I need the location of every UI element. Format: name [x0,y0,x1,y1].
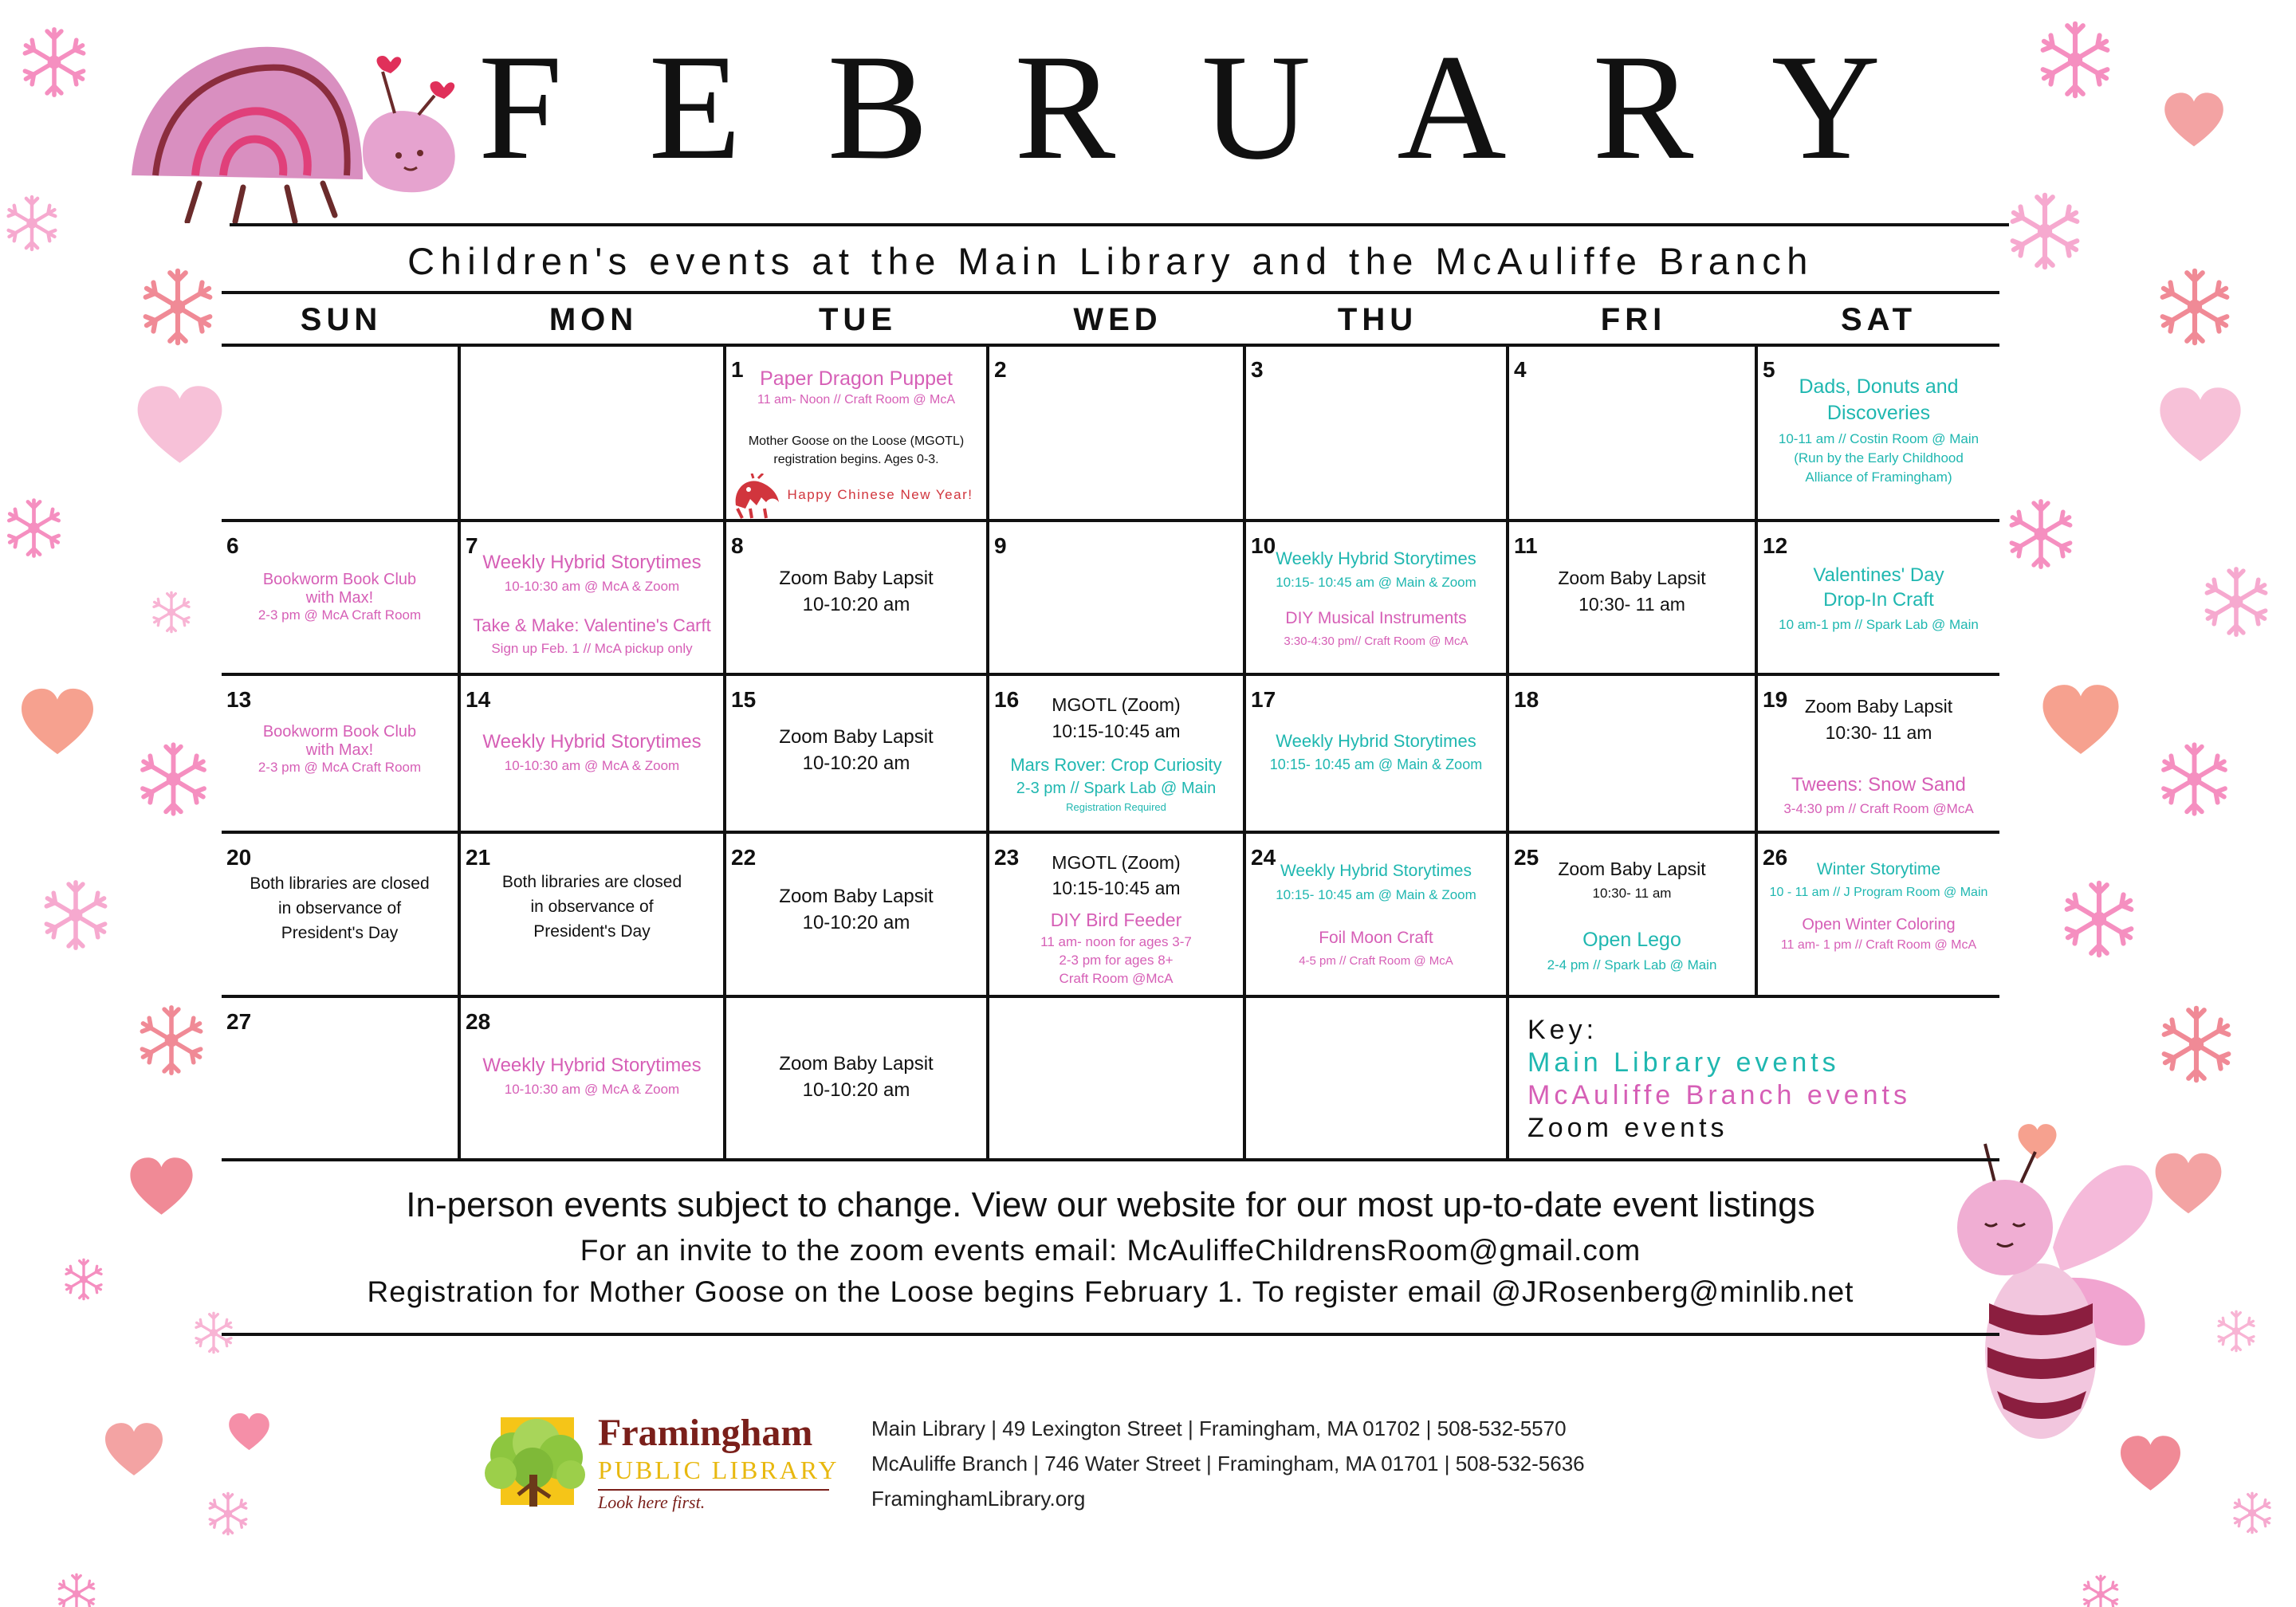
event-title: Dads, Donuts and [1799,375,1959,398]
event-title: Weekly Hybrid Storytimes [482,552,702,573]
day-cell [461,522,723,673]
event-time: 10-10:20 am [802,594,910,615]
weekday-header: MON [548,302,639,337]
event-time: 3:30-4:30 pm// Craft Room @ McA [1284,635,1468,648]
event-time: 10-10:30 am @ McA & Zoom [504,579,680,594]
event-note: Mother Goose on the Loose (MGOTL) [748,434,965,448]
day-number: 6 [226,533,239,558]
heart-icon [2037,682,2125,757]
event-title: Zoom Baby Lapsit [1804,696,1953,717]
event-title: Bookworm Book Club [262,723,417,741]
day-number: 27 [226,1009,252,1034]
snowflake-icon [52,1570,101,1607]
day-number: 3 [1251,357,1264,382]
snowflake-icon [2152,1000,2240,1088]
event-time: 10:15- 10:45 am @ Main & Zoom [1276,575,1476,590]
heart-icon [134,375,226,474]
event-note: President's Day [281,924,399,942]
day-number: 23 [994,845,1020,870]
event-title: Zoom Baby Lapsit [779,886,934,907]
day-cell [222,834,458,995]
key-mcauliffe: McAuliffe Branch events [1527,1080,1911,1110]
day-number: 28 [466,1009,491,1034]
snowflake-icon [60,1255,108,1303]
event-title: DIY Bird Feeder [1050,910,1182,930]
ladybug-illustration [124,32,498,223]
logo-name: Framingham [598,1412,813,1454]
event-note: Registration Required [1066,801,1166,813]
event-time: 10:15- 10:45 am @ Main & Zoom [1269,756,1483,772]
day-cell [1246,676,1506,831]
day-number: 12 [1763,533,1788,558]
event-title: Bookworm Book Club [262,571,417,588]
snowflake-icon [2031,16,2119,104]
day-number: 8 [731,533,744,558]
event-title: Open Winter Coloring [1802,916,1956,933]
event-note: President's Day [533,922,651,941]
event-title: with Max! [305,589,374,607]
day-number: 1 [731,357,744,382]
zoom-invite-text: For an invite to the zoom events email: McAuliffeChildrensRoom@gmail.com [580,1234,1641,1267]
event-time: Alliance of Framingham) [1805,470,1952,485]
registration-text: Registration for Mother Goose on the Loose begins February 1. To register email @JRosenberg@minlib.net [367,1275,1854,1308]
day-number: 19 [1763,687,1788,712]
month-title: FEBRUARY [478,24,1968,191]
event-time: 3-4:30 pm // Craft Room @McA [1783,801,1974,816]
library-logo [477,1411,851,1515]
snowflake-icon [2151,263,2239,351]
event-title: Paper Dragon Puppet [760,367,953,390]
event-note: in observance of [530,898,654,916]
day-cell [1509,676,1755,831]
tree-icon [477,1419,596,1508]
event-title: with Max! [305,741,374,759]
day-number: 5 [1763,357,1775,382]
main-library-address: Main Library | 49 Lexington Street | Framingham, MA 01702 | 508-532-5570 [871,1416,1567,1440]
day-cell [726,676,986,831]
day-number: 24 [1251,845,1276,870]
event-time: 11 am- Noon // Craft Room @ McA [757,393,955,407]
weekday-header: FRI [1600,302,1667,337]
event-time: 10 am-1 pm // Spark Lab @ Main [1779,617,1979,632]
day-cell [222,676,458,831]
day-cell [726,522,986,673]
day-number: 13 [226,687,252,712]
weekday-header: SAT [1840,302,1917,337]
snowflake-icon [0,191,64,255]
heart-icon [128,1154,195,1218]
day-number: 25 [1514,845,1539,870]
day-number: 9 [994,533,1007,558]
snowflake-icon [2228,1489,2276,1537]
snowflake-icon [147,588,195,636]
day-cell [461,676,723,831]
snowflake-icon [203,1489,253,1538]
snowflake-icon [0,494,68,562]
event-note: Happy Chinese New Year! [787,487,973,502]
website-link[interactable]: FraminghamLibrary.org [871,1487,1086,1511]
heart-icon [2152,1149,2224,1217]
day-number: 11 [1514,533,1538,558]
event-title: Foil Moon Craft [1319,929,1433,947]
day-cell [989,522,1243,673]
event-title: Take & Make: Valentine's Carft [473,615,711,635]
snowflake-icon [2077,1572,2125,1607]
day-cell [1246,522,1506,673]
weekday-header: THU [1337,302,1418,337]
snowflake-icon [2001,494,2081,574]
snowflake-icon [36,875,116,955]
notice-text: In-person events subject to change. View our website for our most up-to-date event listings [406,1185,1815,1224]
event-time: 2-3 pm @ McA Craft Room [258,607,422,623]
event-time: 10 - 11 am // J Program Room @ Main [1769,886,1988,899]
logo-subtitle: PUBLIC LIBRARY [598,1456,839,1484]
heart-icon [227,1407,271,1456]
event-time: 11 am- 1 pm // Craft Room @ McA [1780,938,1977,952]
day-number: 15 [731,687,757,712]
day-cell [1758,346,1999,519]
day-cell [1758,834,1999,995]
day-number: 2 [994,357,1007,382]
day-cell [989,676,1243,831]
event-note: Both libraries are closed [501,873,682,891]
event-time: 10-10:20 am [802,1079,910,1101]
heart-icon [102,1420,166,1478]
event-time: 10-11 am // Costin Room @ Main [1778,431,1980,446]
event-title: Zoom Baby Lapsit [1558,859,1706,879]
snowflake-icon [2152,737,2236,821]
day-number: 4 [1514,357,1527,382]
day-number: 14 [466,687,491,712]
day-cell [1758,522,1999,673]
event-time: 10-10:20 am [802,752,910,774]
day-cell [1509,834,1755,995]
day-cell [461,998,723,1158]
event-time: 4-5 pm // Craft Room @ McA [1299,954,1453,968]
day-cell [726,346,986,519]
event-time: 10:30- 11 am [1825,722,1932,743]
event-title: Tweens: Snow Sand [1791,774,1966,796]
mcauliffe-address: McAuliffe Branch | 746 Water Street | Framingham, MA 01701 | 508-532-5636 [871,1452,1585,1475]
snowflake-icon [2212,1307,2260,1355]
event-title: Drop-In Craft [1823,589,1934,611]
key-label: Key: [1527,1015,1598,1045]
weekday-header: SUN [300,302,383,337]
event-time: 10-10:30 am @ McA & Zoom [504,1082,680,1097]
snowflake-icon [2055,875,2143,963]
day-cell [1509,346,1755,519]
weekday-header: WED [1073,302,1162,337]
heart-icon [2162,88,2226,151]
day-number: 10 [1251,533,1276,558]
event-time: Craft Room @McA [1059,971,1174,986]
day-cell [222,998,458,1158]
weekday-header: TUE [819,302,897,337]
event-title: Discoveries [1826,402,1931,424]
day-number: 26 [1763,845,1788,870]
divider [222,1333,1999,1336]
event-time: 10:15-10:45 am [1052,878,1181,898]
event-title: Weekly Hybrid Storytimes [1276,548,1476,568]
event-title: Valentines' Day [1813,564,1944,586]
day-number: 7 [466,533,478,558]
event-time: 10:15- 10:45 am @ Main & Zoom [1276,887,1476,902]
snowflake-icon [2001,187,2089,275]
day-cell [461,834,723,995]
day-number: 22 [731,845,757,870]
event-title: Zoom Baby Lapsit [779,726,934,748]
event-time: 11 am- noon for ages 3-7 [1040,934,1192,949]
heart-icon [2156,375,2244,474]
event-time: 2-3 pm for ages 8+ [1059,953,1174,968]
day-cell [1246,834,1506,995]
day-cell [989,346,1243,519]
key-main-library: Main Library events [1527,1047,1840,1078]
event-title: DIY Musical Instruments [1285,609,1467,627]
key-zoom: Zoom events [1527,1113,1728,1143]
day-cell [989,834,1243,995]
event-title: Open Lego [1582,929,1681,951]
heart-icon [18,686,97,757]
snowflake-icon [132,737,215,821]
snowflake-icon [132,1000,211,1080]
day-number: 17 [1251,687,1276,712]
logo-tagline: Look here first. [598,1492,706,1512]
event-time: 2-3 pm @ McA Craft Room [258,760,422,775]
grid-line [222,1158,1999,1161]
event-title: Zoom Baby Lapsit [779,1053,934,1075]
day-cell [1246,346,1506,519]
event-time: 10:30- 11 am [1578,594,1685,615]
event-time: 10:15-10:45 am [1052,721,1181,741]
event-time: (Run by the Early Childhood [1794,450,1964,466]
logo-underline [598,1489,829,1491]
event-title: Mars Rover: Crop Curiosity [1010,755,1222,775]
day-number: 20 [226,845,252,870]
event-title: MGOTL (Zoom) [1052,694,1181,715]
event-title: MGOTL (Zoom) [1052,852,1181,873]
day-cell [1509,522,1755,673]
event-time: 10-10:30 am @ McA & Zoom [504,758,680,773]
event-title: Weekly Hybrid Storytimes [482,1055,702,1076]
day-cell [726,834,986,995]
event-time: Sign up Feb. 1 // McA pickup only [491,641,693,656]
event-time: 2-4 pm // Spark Lab @ Main [1547,957,1717,972]
subtitle: Children's events at the Main Library and the McAuliffe Branch [407,240,1814,282]
event-title: Zoom Baby Lapsit [779,568,934,589]
day-number: 18 [1514,687,1539,712]
day-cell [222,522,458,673]
snowflake-icon [14,22,94,102]
event-title: Weekly Hybrid Storytimes [482,731,702,752]
event-title: Zoom Baby Lapsit [1558,568,1706,588]
event-time: 2-3 pm // Spark Lab @ Main [1016,780,1217,797]
event-note: Both libraries are closed [250,874,430,893]
divider [230,223,2009,226]
event-title: Weekly Hybrid Storytimes [1280,862,1472,880]
day-number: 16 [994,687,1020,712]
day-cell [1758,676,1999,831]
day-cell [726,998,986,1158]
event-title: Weekly Hybrid Storytimes [1276,731,1476,751]
snowflake-icon [2196,562,2276,642]
snowflake-icon [134,263,222,351]
event-time: 10:30- 11 am [1592,886,1672,901]
event-note: in observance of [277,899,402,917]
event-time: 10-10:20 am [802,912,910,933]
event-note: registration begins. Ages 0-3. [773,453,939,466]
day-number: 21 [466,845,491,870]
event-title: Winter Storytime [1816,860,1941,878]
